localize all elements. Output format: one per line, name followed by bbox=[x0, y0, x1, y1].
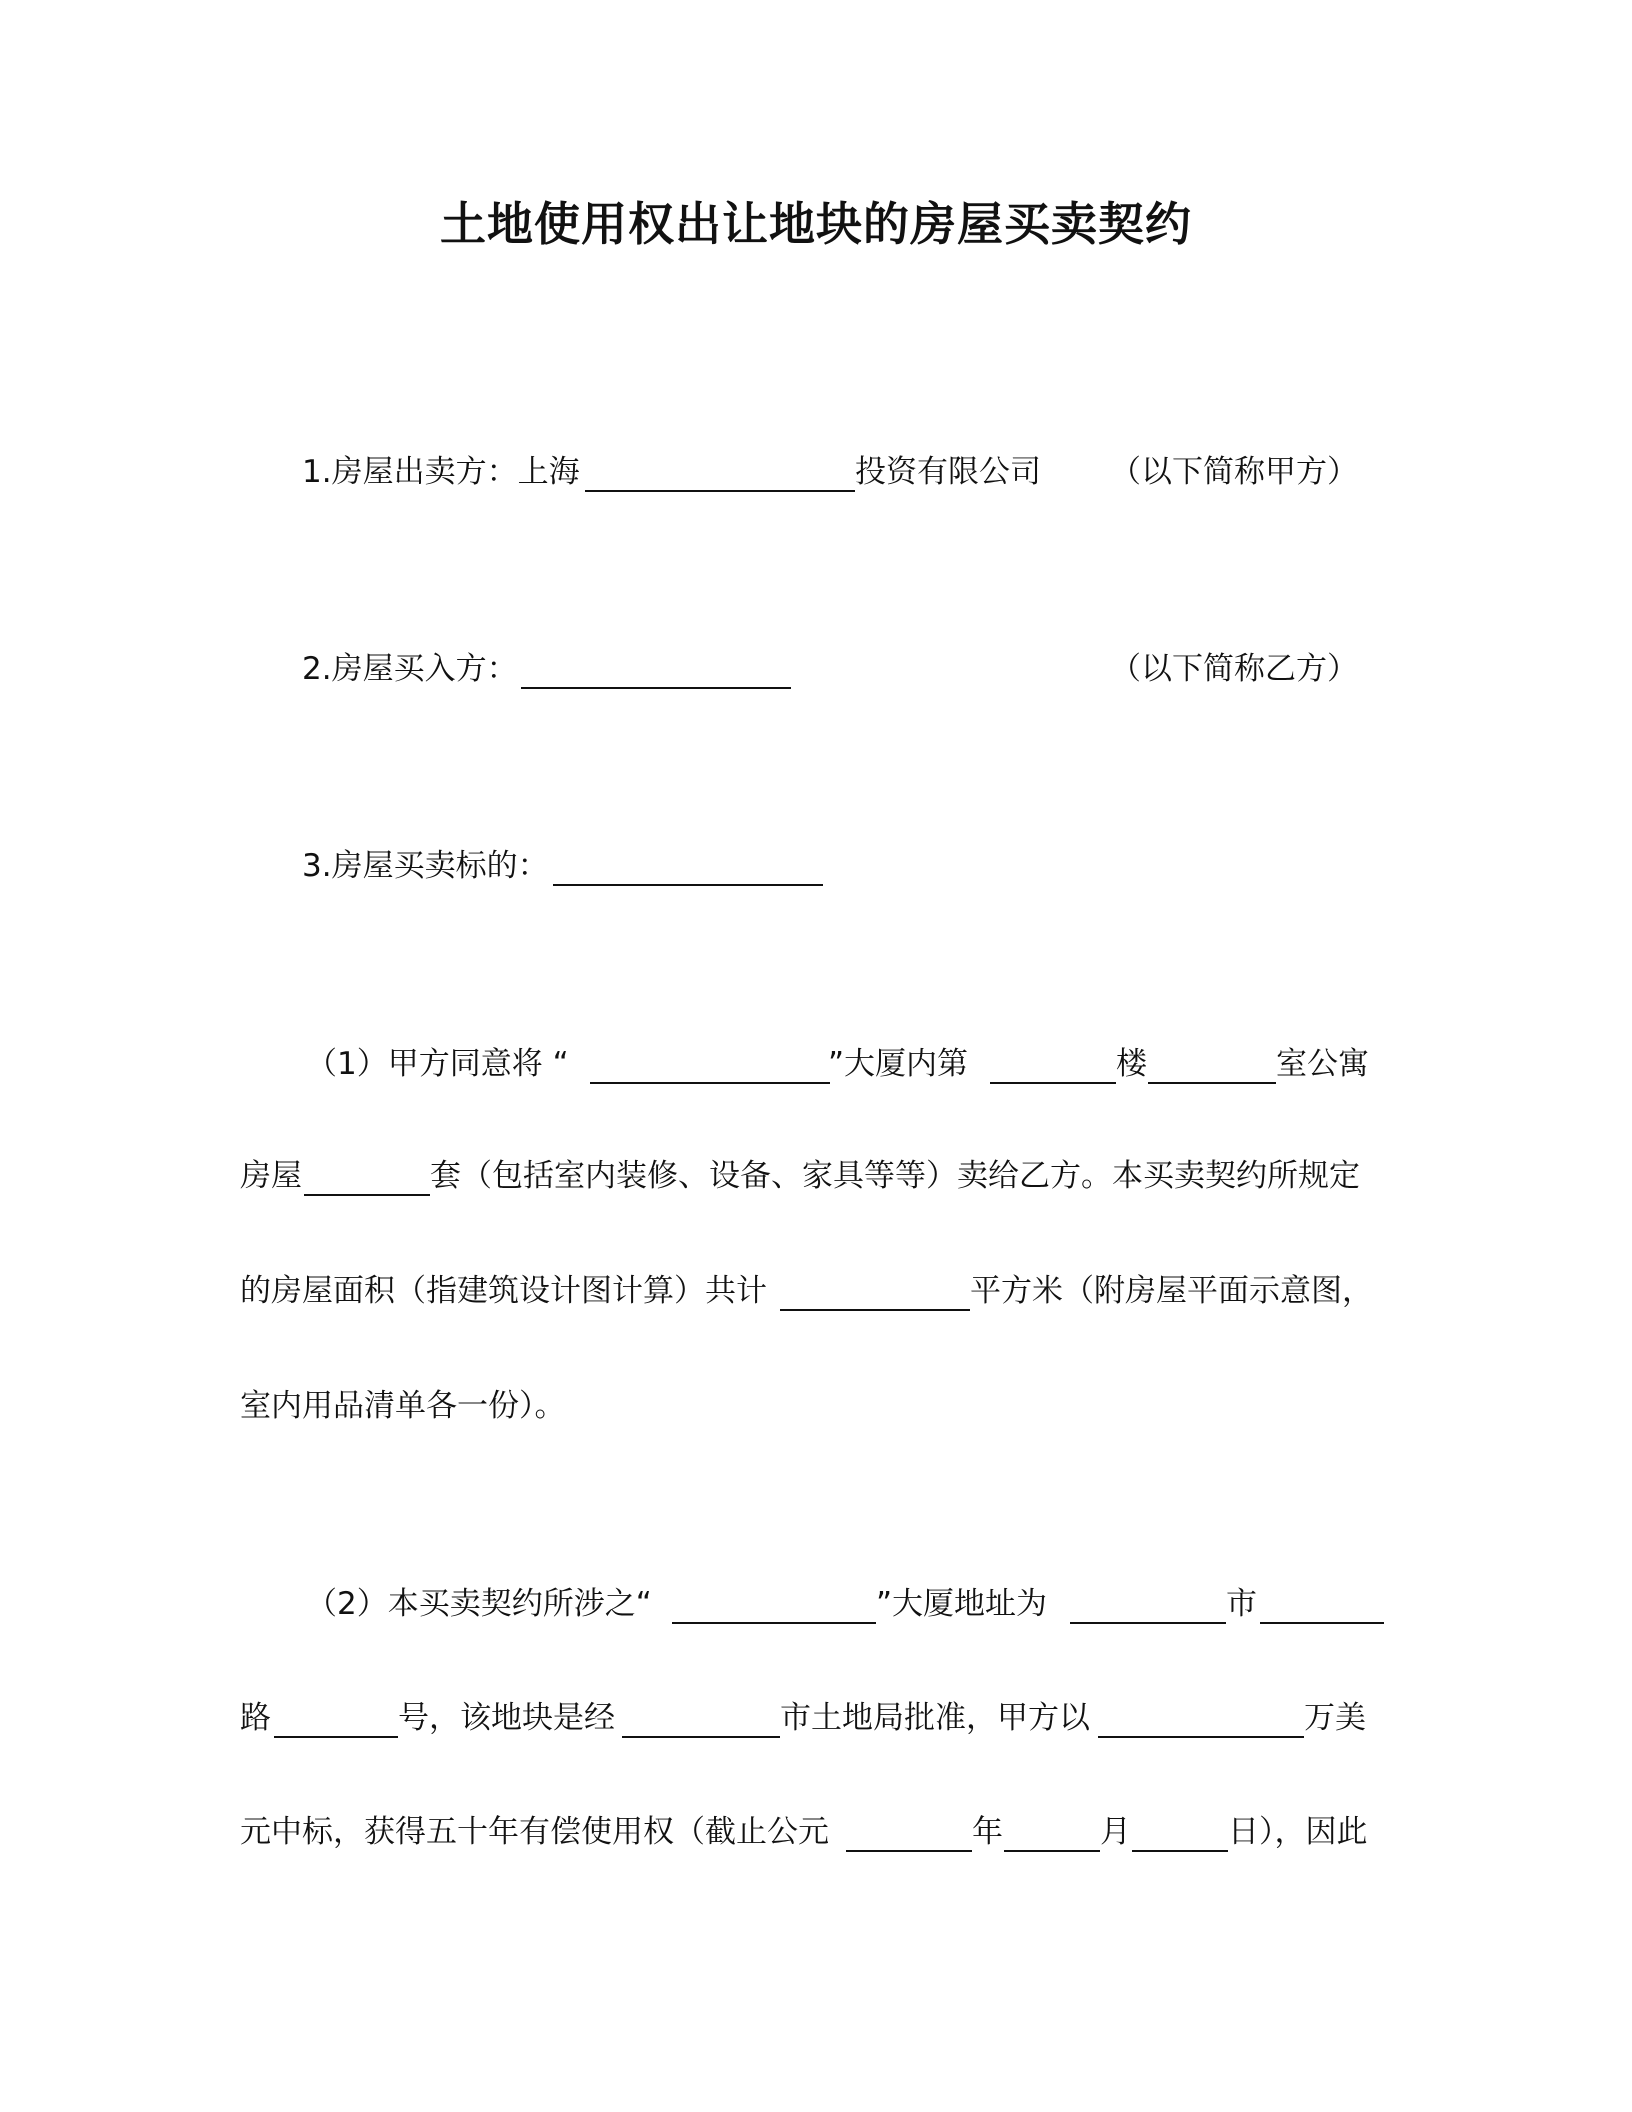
clause1-text: 平方米（附房屋平面示意图， bbox=[970, 1273, 1373, 1309]
buyer-label: 2.房屋买入方： bbox=[302, 651, 518, 687]
clause1-line2 bbox=[0, 1150, 1632, 1202]
buyer-name-blank[interactable] bbox=[521, 687, 791, 689]
clause2-text: 号，该地块是经 bbox=[398, 1700, 615, 1736]
clause2-text: 月 bbox=[1100, 1814, 1131, 1850]
clause1-text: 室公寓 bbox=[1276, 1046, 1369, 1082]
clause2-text: 市土地局批准，甲方以 bbox=[780, 1700, 1090, 1736]
clause1-line1 bbox=[0, 1038, 1632, 1090]
subject-label: 3.房屋买卖标的： bbox=[302, 848, 549, 884]
clause2-text: ”大厦地址为 bbox=[876, 1586, 1048, 1622]
year-blank[interactable] bbox=[846, 1850, 972, 1852]
building-name-blank[interactable] bbox=[590, 1082, 830, 1084]
bid-amount-blank[interactable] bbox=[1098, 1736, 1304, 1738]
subject-blank[interactable] bbox=[553, 884, 823, 886]
clause2-text: 市 bbox=[1226, 1586, 1257, 1622]
clause1-text: 楼 bbox=[1116, 1046, 1147, 1082]
clause1-text: （1）甲方同意将 “ bbox=[306, 1046, 569, 1082]
floor-blank[interactable] bbox=[990, 1082, 1116, 1084]
clause1-text: 套（包括室内装修、设备、家具等等）卖给乙方。本买卖契约所规定 bbox=[430, 1158, 1360, 1194]
clause2-line1 bbox=[0, 1578, 1632, 1630]
clause2-text: 万美 bbox=[1304, 1700, 1366, 1736]
building-name-blank-2[interactable] bbox=[672, 1622, 876, 1624]
subject-line bbox=[0, 840, 1632, 892]
area-blank[interactable] bbox=[780, 1309, 970, 1311]
clause2-text: 日），因此 bbox=[1228, 1814, 1368, 1850]
clause2-text: 路 bbox=[240, 1700, 271, 1736]
seller-suffix: 投资有限公司 bbox=[855, 454, 1041, 490]
clause1-text: 房屋 bbox=[240, 1158, 302, 1194]
seller-line bbox=[0, 446, 1632, 498]
clause2-line3 bbox=[0, 1806, 1632, 1858]
clause2-line2 bbox=[0, 1692, 1632, 1744]
number-blank[interactable] bbox=[274, 1736, 398, 1738]
clause1-text: 室内用品清单各一份）。 bbox=[240, 1388, 566, 1424]
city-blank[interactable] bbox=[1070, 1622, 1226, 1624]
seller-label: 1.房屋出卖方：上海 bbox=[302, 454, 580, 490]
buyer-abbreviation: （以下简称乙方） bbox=[1110, 651, 1358, 687]
clause1-text: 的房屋面积（指建筑设计图计算）共计 bbox=[240, 1273, 767, 1309]
room-blank[interactable] bbox=[1148, 1082, 1276, 1084]
clause1-line3 bbox=[0, 1265, 1632, 1317]
seller-abbreviation: （以下简称甲方） bbox=[1110, 454, 1358, 490]
buyer-line bbox=[0, 643, 1632, 695]
clause2-text: （2）本买卖契约所涉之“ bbox=[306, 1586, 652, 1622]
seller-name-blank[interactable] bbox=[585, 490, 855, 492]
approval-city-blank[interactable] bbox=[622, 1736, 780, 1738]
document-title: 土地使用权出让地块的房屋买卖契约 bbox=[440, 197, 1192, 251]
road-blank[interactable] bbox=[1260, 1622, 1384, 1624]
month-blank[interactable] bbox=[1004, 1850, 1100, 1852]
clause1-line4 bbox=[0, 1380, 1632, 1432]
clause2-text: 元中标，获得五十年有偿使用权（截止公元 bbox=[240, 1814, 829, 1850]
unit-count-blank[interactable] bbox=[304, 1194, 430, 1196]
clause1-text: ”大厦内第 bbox=[828, 1046, 969, 1082]
clause2-text: 年 bbox=[972, 1814, 1003, 1850]
day-blank[interactable] bbox=[1132, 1850, 1228, 1852]
